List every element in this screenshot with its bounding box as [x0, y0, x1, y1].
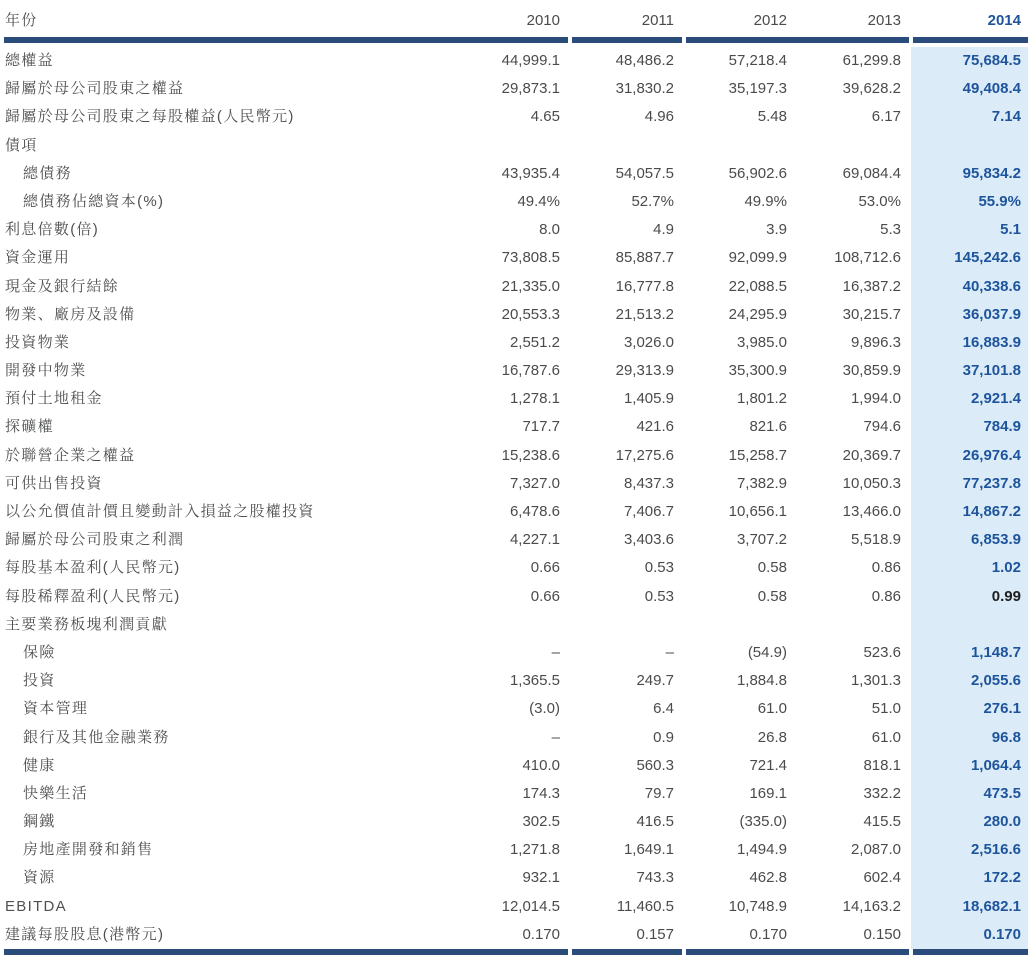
cell-2010: 2,551.2	[509, 333, 560, 351]
cell-2010: 21,335.0	[501, 277, 560, 295]
cell-2012: 24,295.9	[728, 305, 787, 323]
cell-2014: 784.9	[911, 413, 1028, 441]
cell-2010: 8.0	[539, 221, 560, 239]
cell-2011: 54,057.5	[615, 164, 674, 182]
cell-2010: (3.0)	[529, 700, 560, 718]
cell-2010: 29,873.1	[501, 80, 560, 98]
cell-2011: 7,406.7	[623, 503, 674, 520]
cell-2013: 415.5	[863, 813, 901, 831]
cell-2011: 0.9	[653, 728, 674, 746]
cell-2011	[570, 611, 684, 639]
rule-gap	[682, 37, 686, 43]
table-row	[4, 808, 1028, 836]
cell-2013: 39,628.2	[842, 80, 901, 98]
table-row	[4, 442, 1028, 470]
cell-2013: 5.3	[880, 221, 901, 239]
row-label: 歸屬於母公司股東之每股權益(人民幣元)	[5, 108, 295, 126]
cell-2011: 421.6	[636, 418, 674, 436]
row-label: 資源	[23, 869, 56, 887]
cell-2013: 332.2	[863, 784, 901, 802]
cell-2014: 16,883.9	[911, 329, 1028, 357]
row-label: 債項	[5, 136, 38, 154]
cell-2011: 0.53	[644, 559, 674, 577]
cell-2014: 280.0	[911, 808, 1028, 836]
cell-2013: 30,859.9	[842, 362, 901, 380]
cell-2014: 14,867.2	[911, 498, 1028, 526]
cell-2014: 36,037.9	[911, 301, 1028, 329]
cell-2012: 10,748.9	[728, 897, 787, 915]
cell-2014: 276.1	[911, 695, 1028, 723]
header-divider-rule	[4, 37, 1028, 43]
cell-2013: 20,369.7	[842, 446, 901, 464]
row-label: 投資	[23, 672, 56, 690]
cell-2010: 73,808.5	[501, 249, 560, 267]
cell-2014: 473.5	[911, 780, 1028, 808]
cell-2011: 48,486.2	[615, 52, 674, 69]
row-label: 利息倍數(倍)	[5, 221, 100, 239]
cell-2011: 21,513.2	[615, 305, 674, 323]
cell-2014: 1,148.7	[911, 639, 1028, 667]
row-label: 資本管理	[23, 700, 89, 718]
cell-2013: 30,215.7	[842, 305, 901, 323]
table-row	[4, 75, 1028, 103]
cell-2012: 61.0	[757, 700, 787, 718]
row-label: 主要業務板塊利潤貢獻	[5, 615, 169, 633]
cell-2011: 743.3	[636, 869, 674, 887]
cell-2014: 5.1	[911, 216, 1028, 244]
cell-2011: 29,313.9	[615, 362, 674, 380]
table-row	[4, 695, 1028, 723]
cell-2014: 55.9%	[911, 188, 1028, 216]
row-label: 可供出售投資	[5, 474, 103, 492]
cell-2012: 821.6	[749, 418, 787, 436]
cell-2010: 0.66	[530, 559, 560, 577]
table-row	[4, 864, 1028, 892]
cell-2013: 0.86	[871, 587, 901, 605]
cell-2014: 172.2	[911, 864, 1028, 892]
cell-2011: 79.7	[644, 784, 674, 802]
cell-2012: 1,801.2	[736, 390, 787, 408]
rule-gap	[909, 949, 913, 955]
cell-2011: 6.4	[653, 700, 674, 718]
cell-2012: 0.58	[757, 559, 787, 577]
table-row	[4, 470, 1028, 498]
cell-2013	[797, 611, 911, 639]
cell-2011: 1,649.1	[623, 841, 674, 859]
cell-2014: 145,242.6	[911, 244, 1028, 272]
cell-2011: 560.3	[636, 756, 674, 774]
row-label: 於聯營企業之權益	[5, 446, 136, 464]
column-header-2013: 2013	[867, 12, 901, 29]
cell-2011: 4.96	[644, 108, 674, 126]
cell-2014: 95,834.2	[911, 160, 1028, 188]
row-label: 銀行及其他金融業務	[23, 728, 170, 746]
cell-2010: 12,014.5	[501, 897, 560, 915]
cell-2013: 0.86	[871, 559, 901, 577]
table-row	[4, 357, 1028, 385]
cell-2014: 7.14	[911, 103, 1028, 131]
table-header-row	[4, 4, 1028, 37]
table-row	[4, 132, 1028, 160]
cell-2013: 61,299.8	[842, 52, 901, 69]
cell-2011: 8,437.3	[623, 474, 674, 492]
cell-2010: 7,327.0	[509, 474, 560, 492]
row-label: 資金運用	[5, 249, 71, 267]
cell-2013: 53.0%	[858, 192, 901, 210]
table-row	[4, 752, 1028, 780]
row-label: 預付土地租金	[5, 390, 103, 408]
table-row	[4, 43, 1028, 75]
row-label: 現金及銀行結餘	[5, 277, 120, 295]
cell-2010	[456, 132, 570, 160]
cell-2012: 49.9%	[744, 192, 787, 210]
cell-2012: 22,088.5	[728, 277, 787, 295]
cell-2014: 49,408.4	[911, 75, 1028, 103]
cell-2014: 0.170	[911, 921, 1028, 949]
row-label: 總債務	[23, 164, 72, 182]
cell-2013: 1,301.3	[850, 672, 901, 690]
cell-2012: 1,884.8	[736, 672, 787, 690]
cell-2010: 44,999.1	[501, 52, 560, 69]
cell-2012	[684, 132, 797, 160]
cell-2014: 96.8	[911, 724, 1028, 752]
cell-2013: 10,050.3	[842, 474, 901, 492]
row-label: 投資物業	[5, 333, 71, 351]
rule-gap	[909, 37, 913, 43]
cell-2011: 4.9	[653, 221, 674, 239]
cell-2011: 3,403.6	[623, 531, 674, 549]
table-row	[4, 385, 1028, 413]
cell-2011: 3,026.0	[623, 333, 674, 351]
cell-2010: 410.0	[522, 756, 560, 774]
row-label: 房地產開發和銷售	[23, 841, 154, 859]
cell-2013: 16,387.2	[842, 277, 901, 295]
cell-2014: 77,237.8	[911, 470, 1028, 498]
rule-gap	[568, 949, 572, 955]
cell-2010	[456, 611, 570, 639]
cell-2013: 602.4	[863, 869, 901, 887]
table-row	[4, 413, 1028, 441]
cell-2012: 0.58	[757, 587, 787, 605]
row-label: 總權益	[5, 52, 54, 69]
row-label: EBITDA	[5, 897, 67, 915]
row-label: 探礦權	[5, 418, 54, 436]
cell-2012: 57,218.4	[728, 52, 787, 69]
cell-2014: 2,055.6	[911, 667, 1028, 695]
cell-2012: 15,258.7	[728, 446, 787, 464]
cell-2014: 2,516.6	[911, 836, 1028, 864]
table-row	[4, 526, 1028, 554]
row-label: 每股稀釋盈利(人民幣元)	[5, 587, 181, 605]
cell-2011: 85,887.7	[615, 249, 674, 267]
cell-2010: 4,227.1	[509, 531, 560, 549]
row-label: 每股基本盈利(人民幣元)	[5, 559, 181, 577]
cell-2013: 5,518.9	[850, 531, 901, 549]
cell-2012: 1,494.9	[736, 841, 787, 859]
cell-2010: 1,278.1	[509, 390, 560, 408]
cell-2011: 0.53	[644, 587, 674, 605]
cell-2010: 0.170	[522, 925, 560, 943]
row-label: 歸屬於母公司股東之權益	[5, 80, 185, 98]
row-label: 健康	[23, 756, 56, 774]
cell-2012: 7,382.9	[736, 474, 787, 492]
row-label: 以公允價值計價且變動計入損益之股權投資	[5, 503, 315, 520]
cell-2012: 35,300.9	[728, 362, 787, 380]
cell-2012: 56,902.6	[728, 164, 787, 182]
cell-2011: 1,405.9	[623, 390, 674, 408]
cell-2013: 108,712.6	[834, 249, 901, 267]
cell-2013: 14,163.2	[842, 897, 901, 915]
cell-2011	[570, 132, 684, 160]
cell-2012: 3,707.2	[736, 531, 787, 549]
cell-2010: 20,553.3	[501, 305, 560, 323]
row-label: 歸屬於母公司股東之利潤	[5, 531, 185, 549]
cell-2010: 0.66	[530, 587, 560, 605]
row-label: 物業、廠房及設備	[5, 305, 136, 323]
cell-2013: 523.6	[863, 643, 901, 661]
cell-2014	[911, 611, 1028, 639]
cell-2010: 6,478.6	[509, 503, 560, 520]
table-row	[4, 921, 1028, 949]
cell-2010: 4.65	[530, 108, 560, 126]
cell-2013: 794.6	[863, 418, 901, 436]
cell-2013: 61.0	[871, 728, 901, 746]
cell-2010: –	[551, 728, 560, 746]
table-row	[4, 244, 1028, 272]
cell-2010: 302.5	[522, 813, 560, 831]
cell-2012: (335.0)	[739, 813, 787, 831]
cell-2014: 6,853.9	[911, 526, 1028, 554]
cell-2014: 1.02	[911, 554, 1028, 582]
cell-2011: –	[665, 643, 674, 661]
cell-2012: 0.170	[749, 925, 787, 943]
cell-2014	[911, 132, 1028, 160]
column-header-2011: 2011	[641, 12, 674, 29]
row-label: 建議每股股息(港幣元)	[5, 925, 165, 943]
rule-gap	[568, 37, 572, 43]
table-row	[4, 583, 1028, 611]
cell-2013: 51.0	[871, 700, 901, 718]
table-row	[4, 724, 1028, 752]
cell-2010: 174.3	[522, 784, 560, 802]
cell-2010: 717.7	[522, 418, 560, 436]
cell-2014: 40,338.6	[911, 273, 1028, 301]
cell-2013: 13,466.0	[842, 503, 901, 520]
cell-2013: 9,896.3	[850, 333, 901, 351]
table-row	[4, 554, 1028, 582]
cell-2011: 52.7%	[631, 192, 674, 210]
table-row	[4, 273, 1028, 301]
cell-2011: 249.7	[636, 672, 674, 690]
cell-2010: 43,935.4	[501, 164, 560, 182]
table-row	[4, 611, 1028, 639]
cell-2012: 3,985.0	[736, 333, 787, 351]
cell-2012: 26.8	[757, 728, 787, 746]
row-label: 鋼鐵	[23, 813, 56, 831]
row-label: 總債務佔總資本(%)	[23, 192, 165, 210]
table-row	[4, 498, 1028, 526]
table-row	[4, 160, 1028, 188]
row-label: 保險	[23, 643, 56, 661]
cell-2014: 18,682.1	[911, 893, 1028, 921]
cell-2012: 3.9	[766, 221, 787, 239]
row-label: 開發中物業	[5, 362, 87, 380]
cell-2013: 818.1	[863, 756, 901, 774]
cell-2012: 5.48	[757, 108, 787, 126]
cell-2010: –	[551, 643, 560, 661]
table-row	[4, 216, 1028, 244]
cell-2011: 31,830.2	[615, 80, 674, 98]
table-row	[4, 836, 1028, 864]
cell-2010: 15,238.6	[501, 446, 560, 464]
cell-2010: 16,787.6	[501, 362, 560, 380]
column-header-2012: 2012	[753, 12, 787, 29]
column-header-2010: 2010	[526, 12, 560, 29]
cell-2014: 2,921.4	[911, 385, 1028, 413]
table-row	[4, 667, 1028, 695]
cell-2010: 932.1	[522, 869, 560, 887]
cell-2014: 1,064.4	[911, 752, 1028, 780]
column-header-year: 年份	[5, 12, 38, 29]
cell-2012: 92,099.9	[728, 249, 787, 267]
cell-2012: (54.9)	[747, 643, 787, 661]
cell-2011: 416.5	[636, 813, 674, 831]
cell-2014: 37,101.8	[911, 357, 1028, 385]
cell-2012	[684, 611, 797, 639]
cell-2013	[797, 132, 911, 160]
cell-2010: 49.4%	[517, 192, 560, 210]
row-label: 快樂生活	[23, 784, 89, 802]
table-row	[4, 103, 1028, 131]
cell-2013: 1,994.0	[850, 390, 901, 408]
table-row	[4, 893, 1028, 921]
cell-2012: 721.4	[749, 756, 787, 774]
table-body	[4, 43, 1028, 949]
rule-gap	[682, 949, 686, 955]
cell-2011: 17,275.6	[615, 446, 674, 464]
cell-2010: 1,271.8	[509, 841, 560, 859]
cell-2014: 75,684.5	[911, 47, 1028, 75]
table-row	[4, 639, 1028, 667]
bottom-divider-rule	[4, 949, 1028, 955]
cell-2013: 2,087.0	[850, 841, 901, 859]
cell-2011: 16,777.8	[615, 277, 674, 295]
column-header-2014: 2014	[987, 12, 1021, 29]
cell-2012: 169.1	[749, 784, 787, 802]
table-row	[4, 301, 1028, 329]
cell-2012: 10,656.1	[728, 503, 787, 520]
cell-2013: 0.150	[863, 925, 901, 943]
cell-2011: 0.157	[636, 925, 674, 943]
cell-2014: 26,976.4	[911, 442, 1028, 470]
cell-2012: 462.8	[749, 869, 787, 887]
cell-2013: 69,084.4	[842, 164, 901, 182]
cell-2013: 6.17	[871, 108, 901, 126]
cell-2012: 35,197.3	[728, 80, 787, 98]
table-row	[4, 780, 1028, 808]
table-row	[4, 188, 1028, 216]
cell-2014: 0.99	[911, 583, 1028, 611]
cell-2011: 11,460.5	[616, 897, 674, 915]
cell-2010: 1,365.5	[509, 672, 560, 690]
table-row	[4, 329, 1028, 357]
